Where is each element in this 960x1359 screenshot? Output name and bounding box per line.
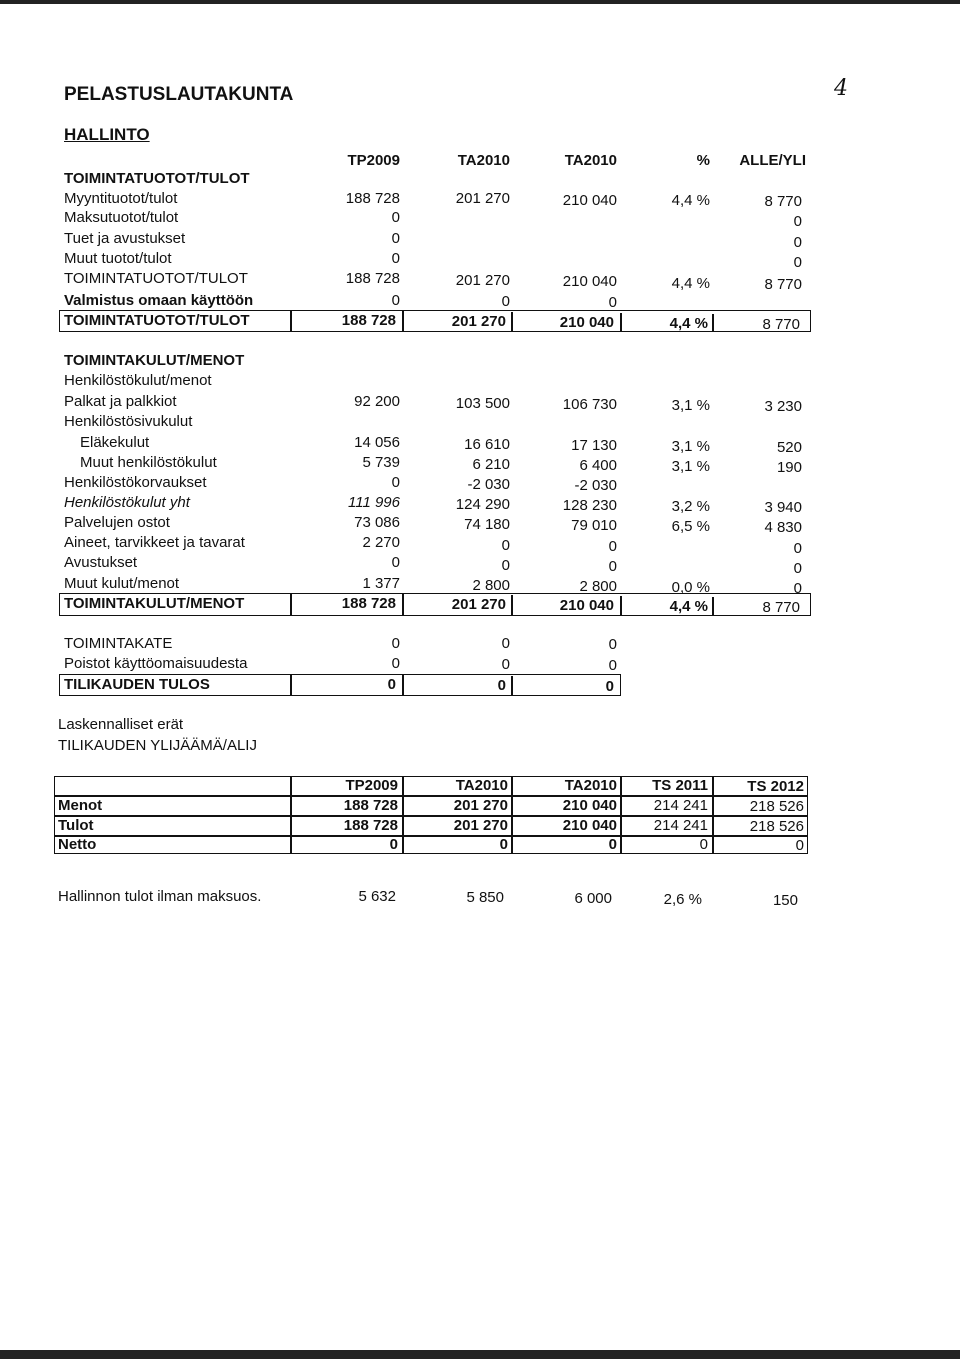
income-label: Maksutuotot/tulot [64,209,179,226]
income-label: Myyntituotot/tulot [64,190,178,207]
result-tp2009: 0 [391,655,400,672]
expense-ta2010a: 74 180 [464,516,510,533]
expense-tp2009: 111 996 [348,494,400,511]
result-label: TOIMINTAKATE [64,635,173,652]
corner-mark: 4 [834,76,848,101]
expense-label: Palkat ja palkkiot [64,393,177,410]
summary-value: 218 526 [749,798,804,815]
summary-value: 0 [608,836,617,853]
expense-tp2009: 14 056 [354,434,400,451]
income-total-divider [511,312,513,332]
result-total-divider [511,676,513,696]
expense-diff: 520 [776,439,802,456]
header-tp2009: TP2009 [347,152,400,169]
income-total-diff: 8 770 [762,316,800,333]
income-tp2009: 0 [391,209,400,226]
expense-pct: 3,1 % [671,397,710,414]
expense-label: Muut kulut/menot [64,575,180,592]
expense-diff: 0 [793,560,802,577]
expense-total-ta2010a: 201 270 [451,596,506,613]
expense-diff: 4 830 [764,519,802,536]
result-ta2010a: 0 [501,656,510,673]
income-tp2009: 0 [391,230,400,247]
summary-header: TA2010 [564,777,617,794]
expense-ta2010b: 2 800 [579,578,617,595]
summary-value: 214 241 [653,817,708,834]
expense-ta2010a: 0 [501,537,510,554]
calc-label: Laskennalliset erät [58,716,184,733]
expense-total-divider [402,593,404,616]
result-total-ta2010b: 0 [605,678,614,695]
expense-ta2010a: 16 610 [464,436,510,453]
result-tp2009: 0 [391,635,400,652]
expense-label: Avustukset [64,554,138,571]
expense-pct: 6,5 % [671,518,710,535]
expense-label: Henkilöstökulut yht [64,494,190,511]
expense-ta2010b: 17 130 [571,437,617,454]
income-tp2009: 188 728 [345,190,400,207]
scan-bottom-edge [0,1350,960,1359]
income-pct: 4,4 % [671,192,710,209]
income-label: Tuet ja avustukset [64,230,186,247]
income-ta2010a: 201 270 [455,190,510,207]
expense-ta2010a: 0 [501,557,510,574]
expense-ta2010b: 6 400 [579,457,617,474]
footer-pct: 2,6 % [663,891,702,908]
footer-ta2010b: 6 000 [574,890,612,907]
expense-total-tp2009: 188 728 [341,595,396,612]
expense-label: Eläkekulut [80,434,150,451]
summary-value: 188 728 [343,797,398,814]
header-ta2010a: TA2010 [457,152,510,169]
summary-value: 188 728 [343,817,398,834]
expense-diff: 3 230 [764,398,802,415]
summary-value: 0 [699,836,708,853]
result-total-ta2010a: 0 [497,677,506,694]
expense-label: Henkilöstösivukulut [64,413,193,430]
income-total-tp2009: 188 728 [341,312,396,329]
header-ta2010b: TA2010 [564,152,617,169]
income-total-ta2010b: 210 040 [559,314,614,331]
income-tp2009: 0 [391,250,400,267]
expense-pct: 0,0 % [671,579,710,596]
income-total-pct: 4,4 % [669,315,708,332]
result-label: Poistot käyttöomaisuudesta [64,655,248,672]
summary-value: 0 [795,837,804,854]
expense-ta2010b: 0 [608,538,617,555]
income-heading: TOIMINTATUOTOT/TULOT [64,170,250,187]
summary-label: Menot [58,797,103,814]
section-heading: HALLINTO [64,125,150,144]
summary-header: TP2009 [345,777,398,794]
expense-total-diff: 8 770 [762,599,800,616]
summary-value: 201 270 [453,797,508,814]
summary-value: 201 270 [453,817,508,834]
expense-label: Muut henkilöstökulut [80,454,217,471]
expense-diff: 190 [776,459,802,476]
income-label: TOIMINTATUOTOT/TULOT [64,270,248,287]
expense-pct: 3,1 % [671,458,710,475]
expense-tp2009: 5 739 [362,454,400,471]
summary-value: 0 [389,836,398,853]
expense-tp2009: 0 [391,554,400,571]
footer-diff: 150 [772,892,798,909]
expense-diff: 3 940 [764,499,802,516]
footer-tp2009: 5 632 [358,888,396,905]
income-total-divider [290,310,292,332]
income-tp2009: 188 728 [345,270,400,287]
income-total-label: TOIMINTATUOTOT/TULOT [64,312,250,329]
expense-ta2010a: 103 500 [455,395,510,412]
income-diff: 0 [793,254,802,271]
income-label: Muut tuotot/tulot [64,250,172,267]
summary-value: 214 241 [653,797,708,814]
expense-tp2009: 73 086 [354,514,400,531]
income-ta2010a: 0 [501,293,510,310]
expense-total-label: TOIMINTAKULUT/MENOT [64,595,245,612]
expense-ta2010b: 79 010 [571,517,617,534]
result-ta2010b: 0 [608,636,617,653]
expense-pct: 3,2 % [671,498,710,515]
expense-ta2010a: 6 210 [472,456,510,473]
expense-heading: TOIMINTAKULUT/MENOT [64,352,245,369]
income-ta2010a: 201 270 [455,272,510,289]
expense-ta2010b: 0 [608,558,617,575]
income-diff: 8 770 [764,276,802,293]
expense-label: Henkilöstökorvaukset [64,474,207,491]
income-ta2010b: 210 040 [562,273,617,290]
scan-top-edge [0,0,960,4]
footer-label: Hallinnon tulot ilman maksuos. [58,888,262,905]
expense-ta2010b: -2 030 [574,477,617,494]
expense-total-ta2010b: 210 040 [559,597,614,614]
income-tp2009: 0 [391,292,400,309]
income-diff: 8 770 [764,193,802,210]
income-ta2010b: 210 040 [562,192,617,209]
result-ta2010b: 0 [608,657,617,674]
page-title: PELASTUSLAUTAKUNTA [64,84,294,105]
income-total-ta2010a: 201 270 [451,313,506,330]
expense-ta2010b: 128 230 [562,497,617,514]
expense-ta2010a: 2 800 [472,577,510,594]
summary-header: TA2010 [455,777,508,794]
expense-ta2010b: 106 730 [562,396,617,413]
expense-total-divider [511,595,513,616]
header-diff: ALLE/YLI [739,152,806,169]
summary-label: Tulot [58,817,94,834]
summary-label: Netto [58,836,97,853]
income-ta2010b: 0 [608,294,617,311]
result-total-divider [290,674,292,696]
result-total-divider [402,674,404,696]
expense-ta2010a: -2 030 [467,476,510,493]
expense-tp2009: 1 377 [362,575,400,592]
summary-value: 210 040 [562,817,617,834]
income-diff: 0 [793,213,802,230]
expense-tp2009: 92 200 [354,393,400,410]
surplus-label: TILIKAUDEN YLIJÄÄMÄ/ALIJ [58,737,257,754]
summary-value: 210 040 [562,797,617,814]
expense-pct: 3,1 % [671,438,710,455]
income-label: Valmistus omaan käyttöön [64,292,254,309]
summary-value: 0 [499,836,508,853]
summary-header: TS 2011 [652,777,708,794]
footer-ta2010a: 5 850 [466,889,504,906]
expense-tp2009: 0 [391,474,400,491]
summary-value: 218 526 [749,818,804,835]
result-total-label: TILIKAUDEN TULOS [64,676,210,693]
income-pct: 4,4 % [671,275,710,292]
expense-label: Palvelujen ostot [64,514,170,531]
summary-header: TS 2012 [747,778,804,795]
expense-diff: 0 [793,540,802,557]
header-pct: % [696,152,710,169]
income-total-divider [402,310,404,332]
result-total-tp2009: 0 [387,676,396,693]
expense-total-pct: 4,4 % [669,598,708,615]
income-diff: 0 [793,234,802,251]
expense-diff: 0 [793,580,802,597]
expense-label: Henkilöstökulut/menot [64,372,212,389]
result-ta2010a: 0 [501,635,510,652]
expense-tp2009: 2 270 [362,534,400,551]
expense-ta2010a: 124 290 [455,496,510,513]
expense-label: Aineet, tarvikkeet ja tavarat [64,534,245,551]
expense-total-divider [290,593,292,616]
